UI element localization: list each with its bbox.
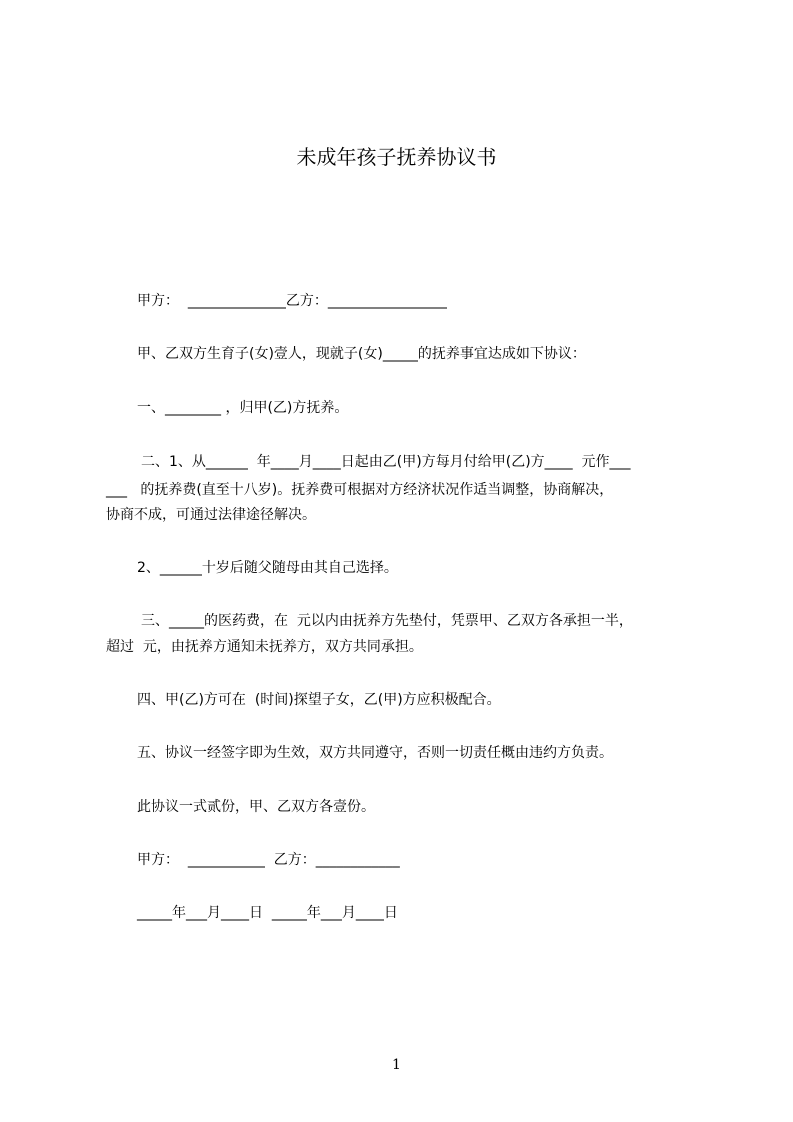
page-number: 1 — [392, 1057, 401, 1073]
copies-line: 此协议一式贰份，甲、乙双方各壹份。 — [137, 799, 375, 815]
document-title: 未成年孩子抚养协议书 — [296, 145, 497, 169]
clause-2-line-3: 协商不成，可通过法律途径解决。 — [106, 507, 316, 523]
signature-line: 甲方： ___________ 乙方：____________ — [137, 852, 400, 868]
clause-2-line-1: 二、1、从______ 年____月____日起由乙(甲)方每月付给甲(乙)方____ 元作___ — [141, 454, 631, 470]
preamble-line: 甲、乙双方生育子(女)壹人，现就子(女)_____的抚养事宜达成如下协议： — [137, 346, 586, 362]
clause-2-2-line: 2、______十岁后随父随母由其自己选择。 — [137, 560, 398, 576]
clause-1-line: 一、________ ，归甲(乙)方抚养。 — [137, 400, 349, 416]
clause-2-line-2: ___ 的抚养费(直至十八岁)。抚养费可根据对方经济状况作适当调整，协商解决， — [106, 482, 614, 498]
clause-5-line: 五、协议一经签字即为生效，双方共同遵守，否则一切责任概由违约方负责。 — [137, 745, 613, 761]
clause-4-line: 四、甲(乙)方可在 (时间)探望子女，乙(甲)方应积极配合。 — [137, 692, 501, 708]
date-line: _____年___月____日 _____年___月____日 — [137, 905, 398, 921]
clause-3-line-2: 超过 元，由抚养方通知未抚养方，双方共同承担。 — [106, 639, 423, 655]
clause-3-line-1: 三、_____的医药费，在 元以内由抚养方先垫付，凭票甲、乙双方各承担一半， — [141, 613, 633, 629]
party-names-line: 甲方： ______________乙方：_________________ — [137, 293, 447, 309]
